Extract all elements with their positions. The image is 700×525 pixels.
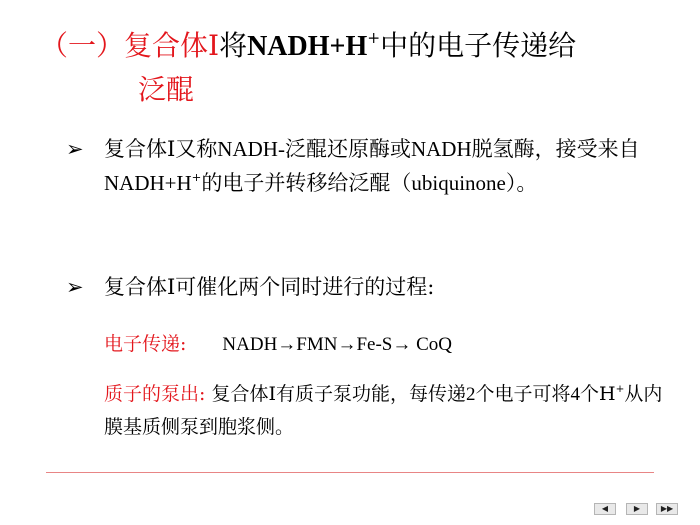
title-section-label: （一）复合体Ⅰ [40, 29, 220, 62]
text-segment: 从内膜基质侧泵到胞浆侧。 [104, 383, 663, 438]
text-latin: NADH [410, 137, 472, 161]
text-segment: 个H [579, 383, 616, 405]
text-segment: 的电子并转移给泛醌（ [201, 171, 412, 195]
text-latin: ubiquinone [411, 171, 506, 195]
bullet-complex-process [66, 270, 666, 304]
text-latin: NADH- [217, 137, 285, 161]
text-latin: NADH+H [104, 171, 192, 195]
text-segment: 复合体Ⅰ又称 [104, 137, 218, 161]
bullet-arrow-icon: ➢ [66, 137, 84, 161]
triangle-right-icon[interactable]: ▶ [626, 503, 648, 515]
text-number: 4 [570, 384, 580, 405]
text-segment: ）。 [505, 171, 538, 195]
bullet-complex-definition [66, 132, 666, 242]
proton-pump-paragraph [104, 378, 664, 443]
bullet-text: 复合体Ⅰ可催化两个同时进行的过程: [104, 275, 435, 299]
text-segment: 脱氢酶，接受来自 [471, 137, 640, 161]
triangle-left-icon[interactable]: ◀ [594, 503, 616, 515]
title-line2: 泛醌 [138, 73, 195, 106]
bullet-text [104, 132, 664, 200]
title-rest: 中的电子传递给 [380, 29, 577, 62]
electron-transfer-flow: NADH→FMN→Fe-S→ CoQ [222, 334, 453, 355]
bullet-arrow-icon: ➢ [66, 275, 84, 299]
proton-pump-label: 质子的泵出: [104, 383, 206, 405]
slide-title [40, 24, 680, 106]
title-nadh: NADH+H [247, 31, 368, 62]
end-icon[interactable]: ▶▶ [656, 503, 678, 515]
electron-transfer-label: 电子传递: [104, 333, 187, 355]
text-segment: 复合体Ⅰ有质子泵功能，每传递 [211, 383, 466, 405]
title-verb: 将 [219, 29, 248, 62]
text-sup: + [191, 169, 202, 184]
electron-transfer-line [104, 328, 664, 361]
text-segment: 个电子可将 [475, 383, 571, 405]
text-sup: + [615, 382, 625, 395]
text-segment: 泛醌还原酶或 [284, 137, 411, 161]
text-number: 2 [465, 384, 476, 405]
title-plus-sup: + [367, 29, 381, 48]
footer-divider [46, 472, 654, 473]
